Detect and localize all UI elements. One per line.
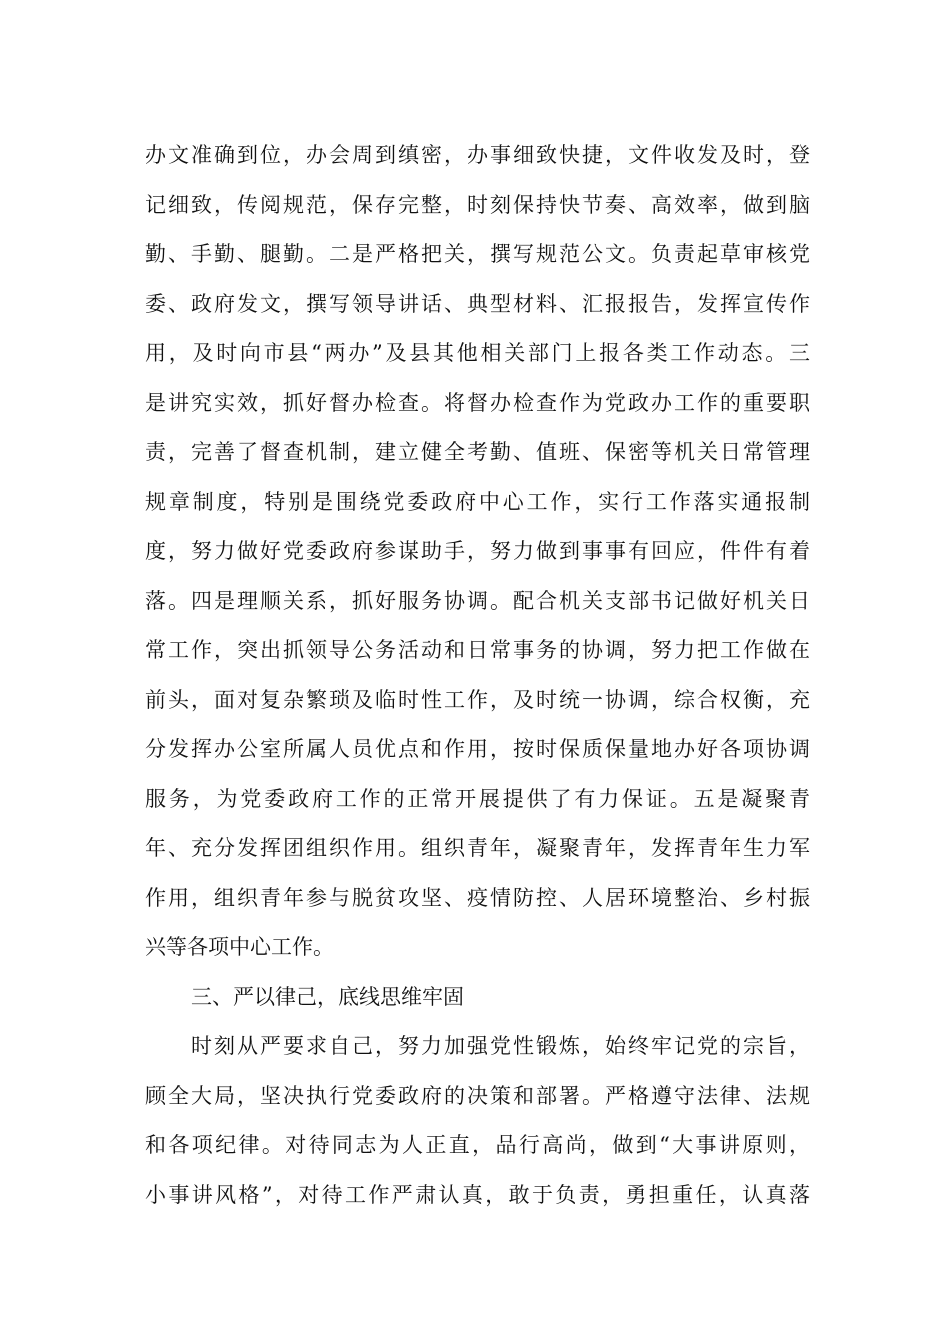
text-line: 度，努力做好党委政府参谋助手，努力做到事事有回应，件件有着 (145, 539, 810, 563)
text-line: 分发挥办公室所属人员优点和作用，按时保质保量地办好各项协调 (145, 737, 810, 761)
text-line: 委、政府发文，撰写领导讲话、典型材料、汇报报告，发挥宣传作 (145, 291, 810, 316)
text-line: 作用，组织青年参与脱贫攻坚、疫情防控、人居环境整治、乡村振 (145, 885, 810, 910)
text-line: 记细致，传阅规范，保存完整，时刻保持快节奏、高效率，做到脑 (145, 192, 810, 217)
text-line: 前头，面对复杂繁琐及临时性工作，及时统一协调，综合权衡，充 (145, 687, 810, 712)
text-line: 规章制度，特别是围绕党委政府中心工作，实行工作落实通报制 (145, 489, 810, 514)
document-body (145, 131, 810, 1220)
text-line: 和各项纪律。对待同志为人正直，品行高尚，做到“大事讲原则， (145, 1133, 810, 1157)
text-line: 兴等各项中心工作。 (145, 935, 334, 959)
text-line: 常工作，突出抓领导公务活动和日常事务的协调，努力把工作做在 (145, 638, 810, 662)
text-line: 勤、手勤、腿勤。二是严格把关，撰写规范公文。负责起草审核党 (145, 242, 810, 266)
text-line: 是讲究实效，抓好督办检查。将督办检查作为党政办工作的重要职 (145, 390, 810, 415)
text-line: 小事讲风格”，对待工作严肃认真，敢于负责，勇担重任，认真落 (145, 1182, 810, 1207)
text-line: 责，完善了督查机制，建立健全考勤、值班、保密等机关日常管理 (145, 440, 810, 464)
text-line: 落。四是理顺关系，抓好服务协调。配合机关支部书记做好机关日 (145, 588, 810, 613)
text-line: 顾全大局，坚决执行党委政府的决策和部署。严格遵守法律、法规 (145, 1083, 810, 1108)
text-line: 服务，为党委政府工作的正常开展提供了有力保证。五是凝聚青 (145, 786, 810, 811)
text-line: 年、充分发挥团组织作用。组织青年，凝聚青年，发挥青年生力军 (145, 836, 810, 860)
text-line: 时刻从严要求自己，努力加强党性锻炼，始终牢记党的宗旨， (191, 1034, 810, 1058)
text-line: 办文准确到位，办会周到缜密，办事细致快捷，文件收发及时，登 (145, 143, 810, 167)
text-line: 用，及时向市县“两办”及县其他相关部门上报各类工作动态。三 (145, 341, 810, 365)
section-heading: 三、严以律己，底线思维牢固 (191, 984, 464, 1009)
